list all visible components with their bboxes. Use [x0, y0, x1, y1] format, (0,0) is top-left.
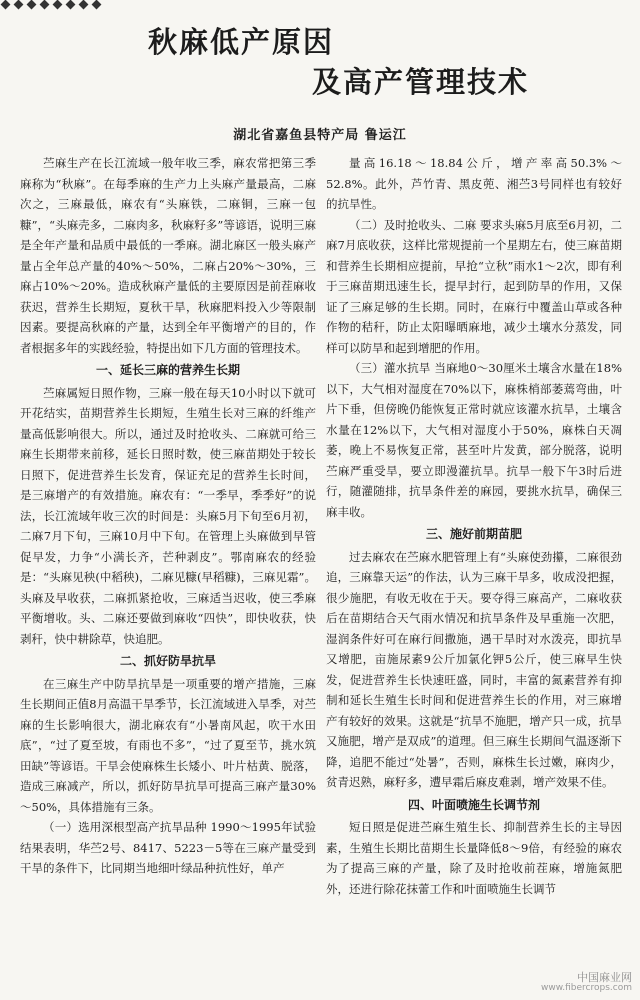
- intro-paragraph: 苎麻生产在长江流域一般年收三季，麻农常把第三季麻称为“秋麻”。在每季麻的生产力上头麻产量最高，二麻次之，三麻最低，麻农有“头麻铁，二麻铜，三麻一包糠”，“头麻壳多，二麻肉多，秋麻籽多”等谚语，说明三麻是全年产量和品质中最低的一季麻。湖北麻区一般头麻产量占全年总产量的40%～50%，二麻占20%～30%，三麻占10%～20%。造成秋麻产量低的主要原因是前茬麻收获迟，营养生长期短，夏秋干旱，秋麻肥料投入少等限制因素。要提高秋麻的产量，达到全年平衡增产的目的，作者根据多年的实践经验，特提出如下几方面的管理技术。: [20, 156, 316, 355]
- right-column: [326, 153, 622, 899]
- section-2-paragraph: 在三麻生产中防旱抗旱是一项重要的增产措施，三麻生长期间正值8月高温干旱季节，长江流域进入旱季，对苎麻的生长影响很大，湖北麻农有“小暑南风起，吹干水田底”，“过了夏至坡，有雨也不多”，“过了夏至节，挑水筑田缺”等谚语。干旱会使麻株生长矮小、叶片枯黄、脱落，造成三麻减产，所以，抓好防旱抗旱可提高三麻产量30%～50%，具体措施有三条。: [20, 676, 316, 814]
- section-4-paragraph: 短日照是促进苎麻生殖生长、抑制营养生长的主导因素，生殖生长期比苗期生长量降低8～9倍，有经验的麻农为了提高三麻的产量，除了及时抢收前茬麻，增施氮肥外，还进行除花抹蕾工作和叶面喷施生长调节: [326, 820, 622, 896]
- watermark-url: www.fibercrops.com: [541, 983, 632, 993]
- site-watermark: [541, 972, 632, 994]
- section-heading-2: 二、抓好防旱抗旱: [119, 654, 216, 668]
- section-heading-1: 一、延长三麻的营养生长期: [95, 363, 240, 377]
- section-2-item-1-continued: 量高16.18～18.84公斤，增产率高50.3%～52.8%。此外，芦竹青、黑皮蔸、湘苎3号同样也有较好的抗旱性。: [326, 156, 622, 211]
- article-title-line1: 秋麻低产原因: [148, 25, 335, 59]
- author-byline: 湖北省嘉鱼县特产局 鲁运江: [233, 128, 407, 143]
- left-column: [20, 153, 316, 879]
- section-1-paragraph: 苎麻属短日照作物，三麻一般在每天10小时以下就可开花结实，苗期营养生长期短，生殖生长对三麻的纤维产量高低影响很大。所以，通过及时抢收头、二麻就可给三麻生长期带来前移，延长日照时数，使三麻苗期处于较长日照下，促进营养生长发育，保证充足的营养生长时间，是三麻增产的有效措施。麻农有：“一季早，季季好”的说法，长江流域年收三次的时间是：头麻5月下旬至6月初，二麻7月下旬，三麻10月中下旬。在管理上头麻做到早管促早发，力争“小满长齐，芒种剥皮”。鄂南麻农的经验是：“头麻见秧(中稻秧)，二麻见糠(早稻糠)，三麻见霜”。头麻及早收获，二麻抓紧抢收，三麻适当迟收，使三季麻平衡增收。头、二麻还要做到麻收“四快”，即快收获，快剥秆，快中耕除草，快追肥。: [20, 385, 316, 646]
- article-title-line2: 及高产管理技术: [312, 65, 530, 99]
- section-3-paragraph: 过去麻农在苎麻水肥管理上有“头麻使劲攥，二麻很劲追，三麻靠天运”的作法，认为三麻干旱多，收成没把握，很少施肥，有收无收在于天。要夺得三麻高产，二麻收获后在苗期结合天气雨水情况和抗旱条件及早重施一次肥，湿润条件好可在麻行间撒施，遇干旱时对水泼亮，即抗旱又增肥，亩施尿素9公斤加氯化钾5公斤，使三麻早生快发，促进营养生长快速旺盛，同时，丰富的氮素营养有抑制和延长生殖生长时间和促进营养生长的作用，对三麻增产有较好的效果。这就是“抗旱不施肥，增产只一成，抗旱又施肥，增产是双成”的道理。但三麻生长期间气温逐渐下降，追肥不能过“处暑”，否则，麻株生长过嫩，麻肉少，贫青迟熟，麻籽多，遭早霜后麻皮难剥，增产效果不佳。: [326, 549, 622, 789]
- section-heading-4: 四、叶面喷施生长调节剂: [407, 797, 540, 812]
- header-ornament: [0, 0, 100, 12]
- section-2-item-3: （三）灌水抗旱 当麻地0～30厘米土壤含水量在18%以下，大气相对湿度在70%以下，麻株梢部萎蔫弯曲，叶片下垂，但傍晚仍能恢复正常时就应该灌水抗旱，土壤含水量在12%以下，大气相对湿度小于50%，麻株白天凋萎，晚上不易恢复正常，甚至叶片发黄，部分脱落，说明苎麻严重受旱，要立即漫灌抗旱。抗旱一般下午3时后进行，随灌随排，抗旱条件差的麻园，要挑水抗旱，确保三麻丰收。: [326, 361, 622, 519]
- section-2-item-2: （二）及时抢收头、二麻 要求头麻5月底至6月初，二麻7月底收获，这样比常规提前一个星期左右，使三麻苗期和营养生长期相应提前，早抢“立秋”雨水1～2次，即有利于三麻苗期迅速生长，提早封行，起到防旱的作用，又保证了三麻足够的生长期。同时，在麻行中覆盖山草或各种作物的秸秆，防止太阳曝晒麻地，减少土壤水分蒸发，同样可以防旱和起到增肥的作用。: [326, 217, 622, 355]
- section-heading-3: 三、施好前期苗肥: [425, 527, 522, 541]
- watermark-site-name: 中国麻业网: [577, 971, 632, 984]
- section-2-item-1: （一）选用深根型高产抗旱品种 1990～1995年试验结果表明，华苎2号、8417、5223－5等在三麻产量受到干旱的条件下，比同期当地细叶绿品种抗性好，单产: [20, 820, 316, 875]
